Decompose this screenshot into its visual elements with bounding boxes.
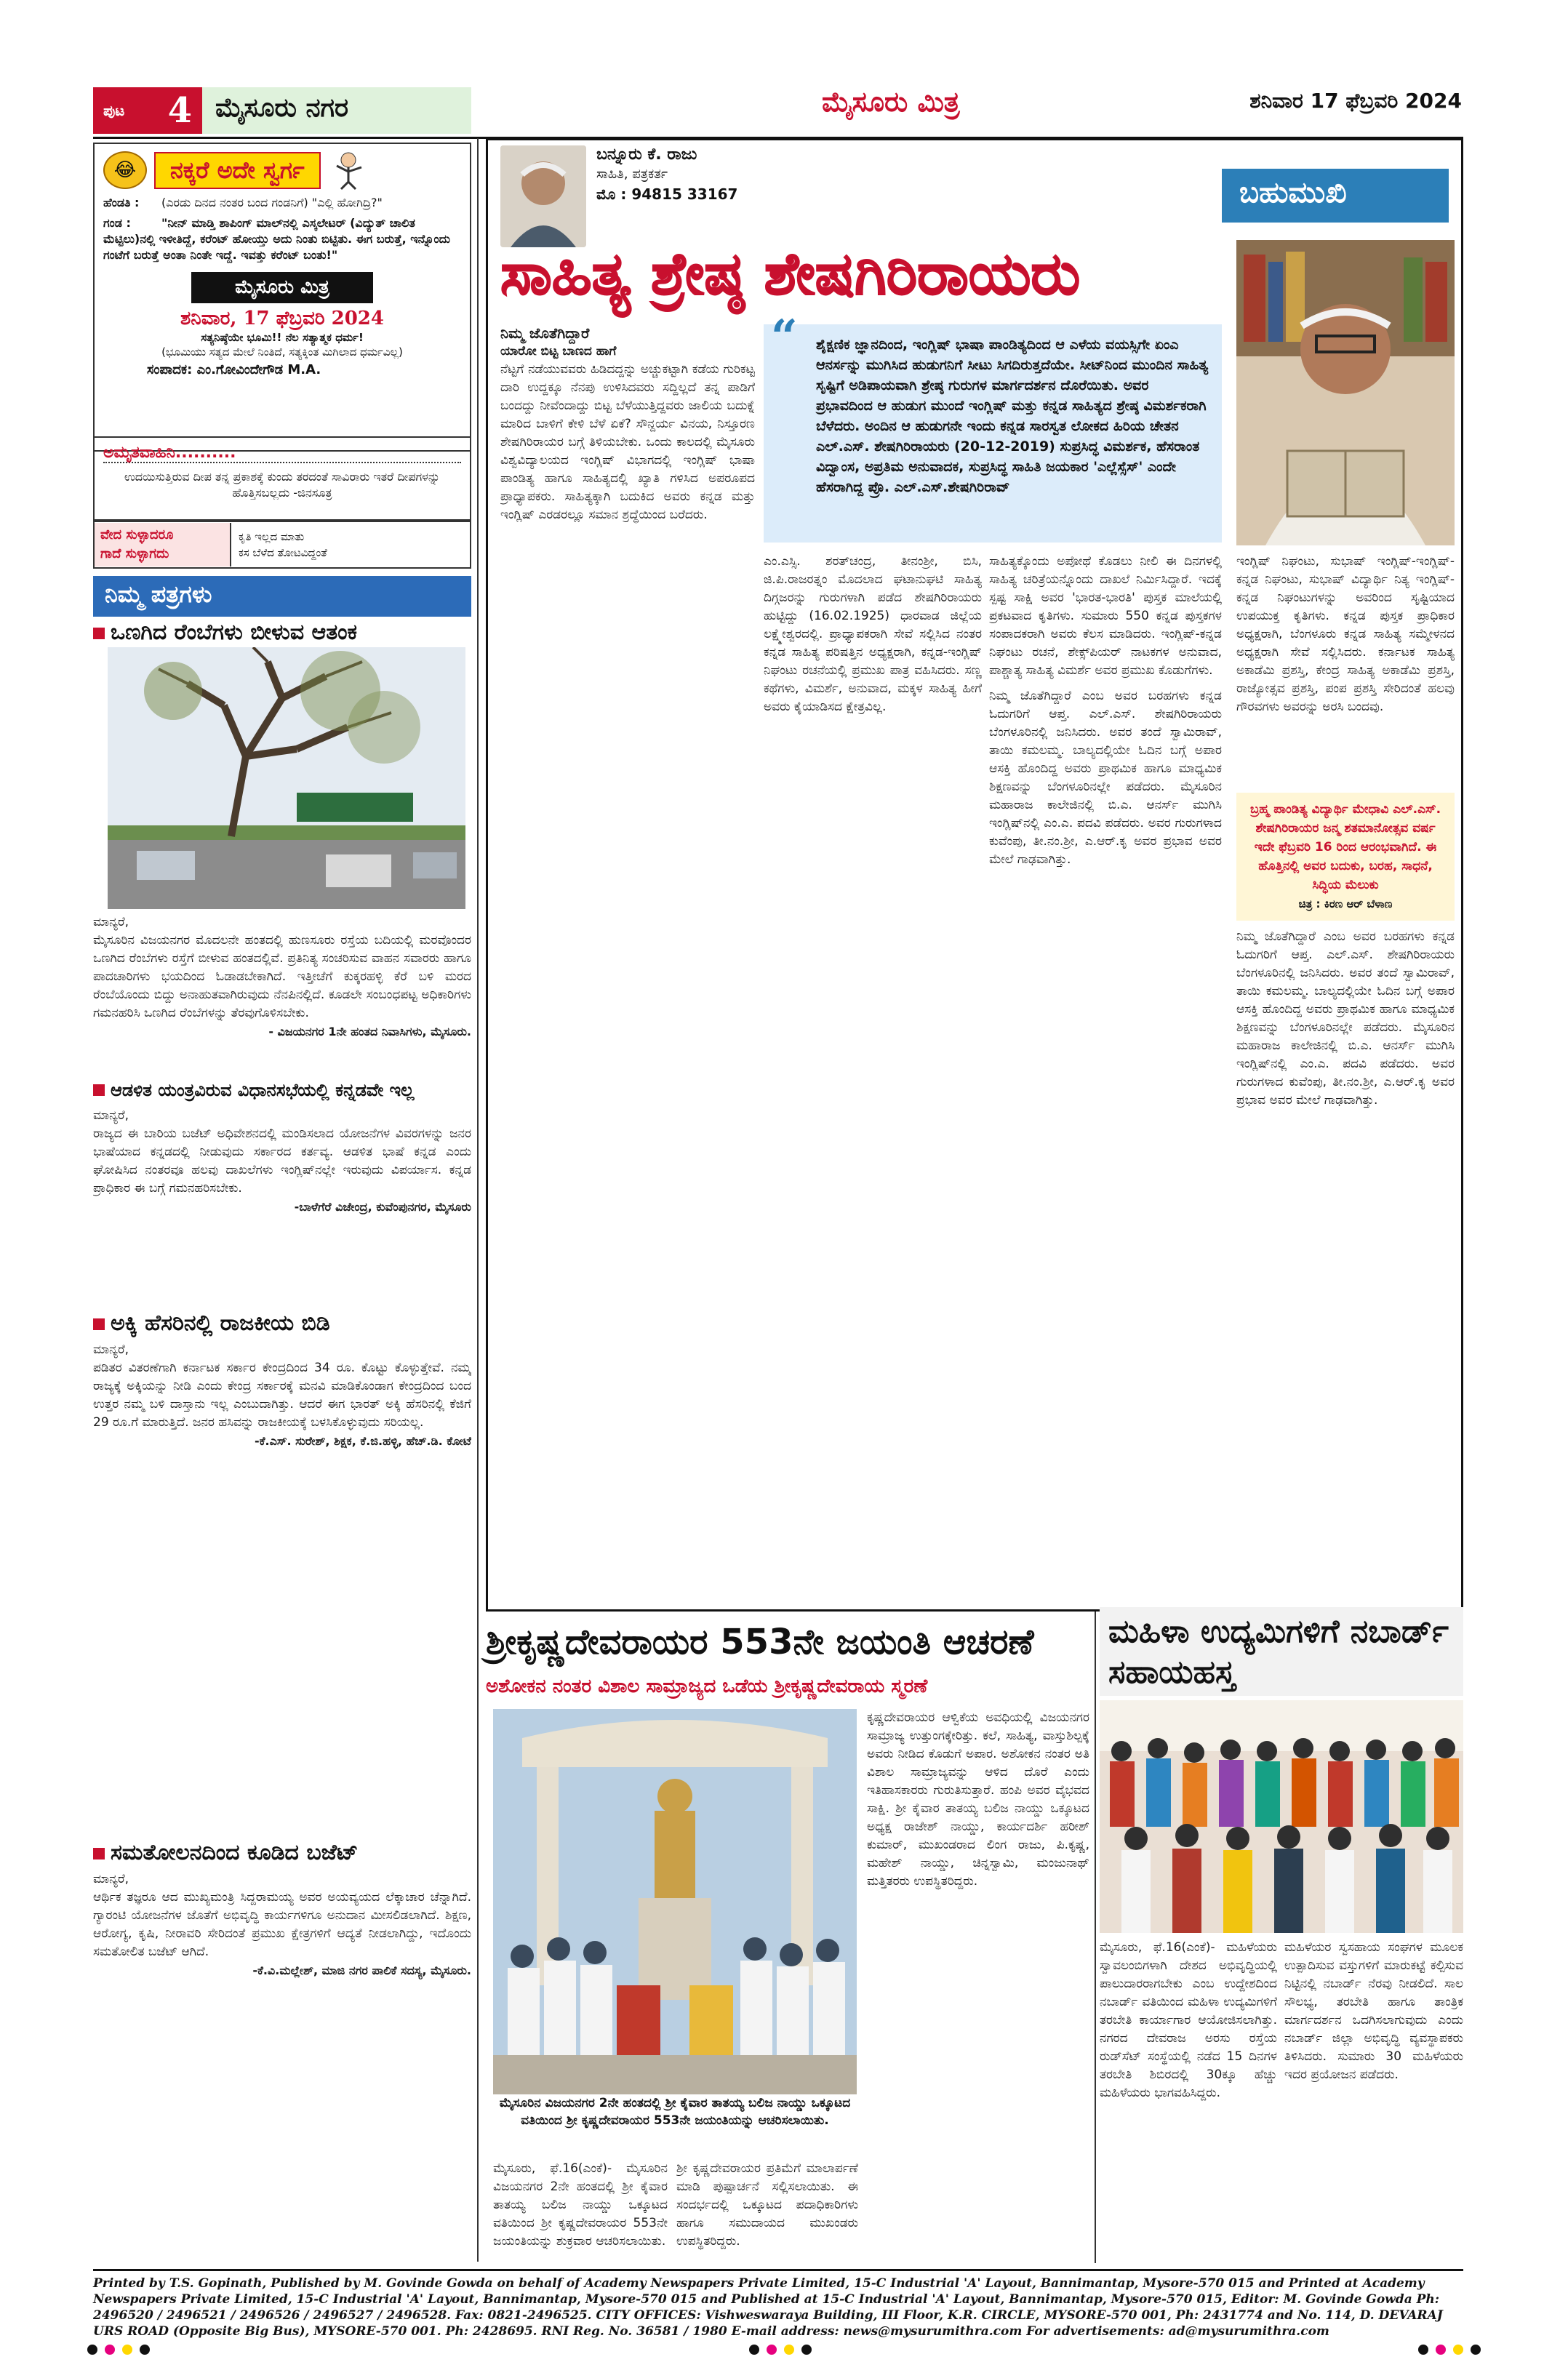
krishna-column-2 <box>676 2160 858 2262</box>
letter-3-title <box>93 1310 471 1336</box>
quote-mark-icon: “ <box>771 310 798 364</box>
yellow-dot-icon <box>122 2345 132 2355</box>
feature-column-3 <box>989 553 1222 1604</box>
letter-4-title <box>93 1840 471 1865</box>
page-number: 4 <box>167 90 192 131</box>
section-tag: ಬಹುಮುಖಿ <box>1222 169 1449 223</box>
portrait-caption-text: ಬ್ರಹ್ಮ ಪಾಂಡಿತ್ಯ ವಿದ್ಯಾರ್ಥಿ ಮೇಧಾವಿ ಎಲ್.ಎಸ್. ಶೇಷಗಿರಿರಾಯರ ಜನ್ಮ ಶತಮಾನೋತ್ಸವ ವರ್ಷ ಇದೇ ಫೆಬ್ರವರಿ 16 ರಿಂದ ಆರಂಭವಾಗಿದೆ. ಈ ಹೊತ್ತಿನಲ್ಲಿ ಅವರ ಬದುಕು, ಬರಹ, ಸಾಧನೆ, ಸಿದ್ಧಿಯ ಮೆಲುಕು <box>1249 802 1441 892</box>
paper-logo: ಮೈಸೂರು ಮಿತ್ರ <box>191 272 373 303</box>
amruta-title: ಅಮೃತವಾಹಿನಿ.......... <box>103 444 461 463</box>
letter-4-title-text: ಸಮತೋಲನದಿಂದ ಕೂಡಿದ ಬಜೆಟ್ <box>111 1840 359 1865</box>
column-divider <box>477 138 479 2262</box>
nabard-col2-text: ಮಹಿಳೆಯರ ಸ್ವಸಹಾಯ ಸಂಘಗಳ ಮೂಲಕ ಉತ್ಪಾದಿಸುವ ವಸ್ತುಗಳಿಗೆ ಮಾರುಕಟ್ಟೆ ಕಲ್ಪಿಸುವ ನಿಟ್ಟಿನಲ್ಲಿ ನಬಾರ್ಡ್ ನೆರವು ನೀಡಲಿದೆ. ಸಾಲ ಸೌಲಭ್ಯ, ತರಬೇತಿ ಹಾಗೂ ತಾಂತ್ರಿಕ ಮಾರ್ಗದರ್ಶನ ಒದಗಿಸಲಾಗುವುದು ಎಂದು ನಬಾರ್ಡ್ ಜಿಲ್ಲಾ ಅಭಿವೃದ್ಧಿ ವ್ಯವಸ್ಥಾಪಕರು ತಿಳಿಸಿದರು. ಸುಮಾರು 30 ಮಹಿಳೆಯರು ಇದರ ಪ್ರಯೋಜನ ಪಡೆದರು. <box>1284 1940 1463 2082</box>
letters-banner: ನಿಮ್ಮ ಪತ್ರಗಳು <box>93 576 471 617</box>
feature-column-2 <box>764 553 982 1604</box>
black-dot-icon <box>87 2345 97 2355</box>
magenta-dot-icon <box>767 2345 777 2355</box>
letter-2-title <box>93 1076 471 1102</box>
joke-line-2 <box>103 215 461 263</box>
feature-col3-text: ಸಾಹಿತ್ಯಕ್ಕೊಂದು ಅಪೋಥೆ ಕೊಡಲು ನೀಲಿ ಈ ದಿನಗಳಲ್ಲಿ ಸಾಹಿತ್ಯ ಚರಿತ್ರೆಯನ್ನೊಂದು ದಾಖಲೆ ನಿರ್ಮಿಸಿದ್ದಾರೆ. ಇದಕ್ಕೆ ಸ್ಪಷ್ಟ ಸಾಕ್ಷಿ ಅವರ 'ಭಾರತ-ಭಾರತಿ' ಪುಸ್ತಕ ಮಾಲೆಯಲ್ಲಿ ಪ್ರಕಟವಾದ ಕೃತಿಗಳು. ಸುಮಾರು 550 ಕನ್ನಡ ಪುಸ್ತಕಗಳ ಸಂಪಾದಕರಾಗಿ ಅವರು ಕೆಲಸ ಮಾಡಿದರು. ಇಂಗ್ಲಿಷ್-ಕನ್ನಡ ನಿಘಂಟು ರಚನೆ, ಶೇಕ್ಸ್‌ಪಿಯರ್ ನಾಟಕಗಳ ಅನುವಾದ, ಪಾಶ್ಚಾತ್ಯ ಸಾಹಿತ್ಯ ವಿಮರ್ಶೆ ಅವರ ಪ್ರಮುಖ ಕೊಡುಗೆಗಳು. <box>989 554 1222 678</box>
bullet-square-icon <box>93 628 105 639</box>
tree-road-photo <box>108 647 465 909</box>
letter-3-salute: ಮಾನ್ಯರೆ, <box>93 1342 129 1357</box>
proverb-label <box>95 523 231 567</box>
joke-text-1: (ಎರಡು ದಿನದ ನಂತರ ಬಂದ ಗಂಡನಿಗೆ) "ಎಲ್ಲಿ ಹೋಗಿದ್ರಿ?" <box>161 196 383 209</box>
black-dot-icon <box>140 2345 150 2355</box>
proverb-text <box>231 529 327 561</box>
bullet-square-icon <box>93 1848 105 1859</box>
letter-1-signature: - ವಿಜಯನಗರ 1ನೇ ಹಂತದ ನಿವಾಸಿಗಳು, ಮೈಸೂರು. <box>268 1025 471 1038</box>
bullet-square-icon <box>93 1084 105 1096</box>
letter-2-salute: ಮಾನ್ಯರೆ, <box>93 1108 129 1123</box>
logo-date: ಶನಿವಾರ, 17 ಫೆಬ್ರವರಿ 2024 <box>180 308 384 329</box>
letter-1-body <box>93 913 471 1070</box>
women-group-photo <box>1100 1700 1463 1933</box>
imprint-footer: Printed by T.S. Gopinath, Published by M. Govinde Gowda on behalf of Academy Newspapers Private Limited, 15-C Industrial 'A' Layout, Bannimantap, Mysore-570 015 and Printed at Academy Newspapers Private Limited, 15-C Industrial 'A' Layout, Bannimantap, Mysore-570 015 and Published at 15-C Industrial 'A' Layout, Bannimantap, Mysore-570 015, Editor: M. Govinde Gowda Ph: 2496520 / 2496521 / 2496526 / 2496527 / 2496528. Fax: 0821-2496525. CITY OFFICES: Vishweswaraya Building, III Floor, K.R. CIRCLE, MYSORE-570 001, Ph: 2431774 and No. 114, D. DEVARAJ URS ROAD (Opposite Big Bus), MYSORE-570 001. Ph: 2428695. RNI Reg. No. 36581 / 1980 E-mail address: news@mysurumithra.com For advertisements: ad@mysurumithra.com <box>93 2269 1463 2334</box>
bullet-square-icon <box>93 1318 105 1330</box>
letter-4-signature: -ಕೆ.ವಿ.ಮಲ್ಲೇಶ್, ಮಾಜಿ ನಗರ ಪಾಲಿಕೆ ಸದಸ್ಯ, ಮೈಸೂರು. <box>252 1963 471 1977</box>
author-phone: ಮೊ : 94815 33167 <box>596 185 738 203</box>
motto-line-2: (ಭೂಮಿಯು ಸತ್ಯದ ಮೇಲೆ ನಿಂತಿದೆ, ಸತ್ಯಕ್ಕಿಂತ ಮಿಗಿಲಾದ ಧರ್ಮವಿಲ್ಲ) <box>161 345 403 359</box>
magenta-dot-icon <box>105 2345 115 2355</box>
column-divider <box>1095 1612 1096 2263</box>
author-byline <box>596 145 815 203</box>
section-title: ಮೈಸೂರು ನಗರ <box>202 87 471 134</box>
letter-4-body <box>93 1870 471 2263</box>
editor-credit: ಸಂಪಾದಕ: ಎಂ.ಗೋವಿಂದೇಗೌಡ M.A. <box>147 362 321 377</box>
letter-3-title-text: ಅಕ್ಕಿ ಹೆಸರಿನಲ್ಲಿ ರಾಜಕೀಯ ಬಿಡಿ <box>111 1310 330 1336</box>
yellow-dot-icon <box>784 2345 794 2355</box>
letter-1-title-text: ಒಣಗಿದ ರೆಂಬೆಗಳು ಬೀಳುವ ಆತಂಕ <box>111 620 358 645</box>
krishna-headline: ಶ್ರೀಕೃಷ್ಣದೇವರಾಯರ 553ನೇ ಜಯಂತಿ ಆಚರಣೆ <box>486 1622 1034 1662</box>
laughing-face-icon: 😂 <box>103 151 147 189</box>
letter-1-text: ಮೈಸೂರಿನ ವಿಜಯನಗರ ಮೊದಲನೇ ಹಂತದಲ್ಲಿ ಹುಣಸೂರು ರಸ್ತೆಯ ಬದಿಯಲ್ಲಿ ಮರವೊಂದರ ಒಣಗಿದ ರೆಂಬೆಗಳು ರಸ್ತೆಗೆ ಬೀಳುವ ಹಂತದಲ್ಲಿವೆ. ಪ್ರತಿನಿತ್ಯ ಸಂಚರಿಸುವ ವಾಹನ ಸವಾರರು ಹಾಗೂ ಪಾದಚಾರಿಗಳು ಭಯದಿಂದ ಓಡಾಡಬೇಕಾಗಿದೆ. ಇತ್ತೀಚೆಗೆ ಕುಕ್ಕರಹಳ್ಳಿ ಕೆರೆ ಬಳಿ ಮರದ ರೆಂಬೆಯೊಂದು ಬಿದ್ದು ಅನಾಹುತವಾಗಿರುವುದು ನೆನಪಿನಲ್ಲಿದೆ. ಕೂಡಲೇ ಸಂಬಂಧಪಟ್ಟ ಅಧಿಕಾರಿಗಳು ಗಮನಹರಿಸಿ ಒಣಗಿದ ರೆಂಬೆಗಳನ್ನು ತೆರವುಗೊಳಿಸಬೇಕು. <box>93 933 471 1020</box>
proverb-line-1: ಕೃತಿ ಇಲ್ಲದ ಮಾತು <box>239 530 305 543</box>
letter-2-text: ರಾಜ್ಯದ ಈ ಬಾರಿಯ ಬಜೆಟ್ ಅಧಿವೇಶನದಲ್ಲಿ ಮಂಡಿಸಲಾದ ಯೋಜನೆಗಳ ವಿವರಗಳನ್ನು ಜನರ ಭಾಷೆಯಾದ ಕನ್ನಡದಲ್ಲಿ ನೀಡುವುದು ಸರ್ಕಾರದ ಕರ್ತವ್ಯ. ಆಡಳಿತ ಭಾಷೆ ಕನ್ನಡ ಎಂದು ಘೋಷಿಸಿದ ನಂತರವೂ ಹಲವು ದಾಖಲೆಗಳು ಇಂಗ್ಲಿಷ್‌ನಲ್ಲೇ ಇರುವುದು ವಿಪರ್ಯಾಸ. ಕನ್ನಡ ಪ್ರಾಧಿಕಾರ ಈ ಬಗ್ಗೆ ಗಮನಹರಿಸಬೇಕು. <box>93 1126 471 1196</box>
feature-col3-text-b: ನಿಮ್ಮ ಜೊತೆಗಿದ್ದಾರೆ ಎಂಬ ಅವರ ಬರಹಗಳು ಕನ್ನಡ ಓದುಗರಿಗೆ ಆಪ್ತ. ಎಲ್.ಎಸ್. ಶೇಷಗಿರಿರಾಯರು ಬೆಂಗಳೂರಿನಲ್ಲಿ ಜನಿಸಿದರು. ಅವರ ತಂದೆ ಸ್ವಾಮಿರಾವ್, ತಾಯಿ ಕಮಲಮ್ಮ. ಬಾಲ್ಯದಲ್ಲಿಯೇ ಓದಿನ ಬಗ್ಗೆ ಅಪಾರ ಆಸಕ್ತಿ ಹೊಂದಿದ್ದ ಅವರು ಪ್ರಾಥಮಿಕ ಹಾಗೂ ಮಾಧ್ಯಮಿಕ ಶಿಕ್ಷಣವನ್ನು ಬೆಂಗಳೂರಿನಲ್ಲೇ ಪಡೆದರು. ಮೈಸೂರಿನ ಮಹಾರಾಜ ಕಾಲೇಜಿನಲ್ಲಿ ಬಿ.ಎ. ಆನರ್ಸ್ ಮುಗಿಸಿ ಇಂಗ್ಲಿಷ್‌ನಲ್ಲಿ ಎಂ.ಎ. ಪದವಿ ಪಡೆದರು. ಅವರ ಗುರುಗಳಾದ ಕುವೆಂಪು, ತೀ.ನಂ.ಶ್ರೀ, ಎ.ಆರ್.ಕೃ ಅವರ ಪ್ರಭಾವ ಅವರ ಮೇಲೆ ಗಾಢವಾಗಿತ್ತು. <box>989 689 1222 867</box>
letter-2-signature: -ಬಾಳೆಗೆರೆ ವಿಜೇಂದ್ರ, ಕುವೆಂಪುನಗರ, ಮೈಸೂರು <box>294 1200 471 1214</box>
feature-column-1 <box>500 324 755 1604</box>
letter-3-body <box>93 1341 471 1834</box>
letter-3-text: ಪಡಿತರ ವಿತರಣೆಗಾಗಿ ಕರ್ನಾಟಕ ಸರ್ಕಾರ ಕೇಂದ್ರದಿಂದ 34 ರೂ. ಕೊಟ್ಟು ಕೊಳ್ಳುತ್ತೇವೆ. ನಮ್ಮ ರಾಜ್ಯಕ್ಕೆ ಅಕ್ಕಿಯನ್ನು ನೀಡಿ ಎಂದು ಕೇಂದ್ರ ಸರ್ಕಾರಕ್ಕೆ ಮನವಿ ಮಾಡಿಕೊಂಡಾಗ ಕೇಂದ್ರದಿಂದ ಬಂದ ಉತ್ತರ ನಮ್ಮ ಬಳಿ ದಾಸ್ತಾನು ಇಲ್ಲ ಎಂಬುದಾಗಿತ್ತು. ಆದರೆ ಈಗ ಭಾರತ್ ಅಕ್ಕಿ ಹೆಸರಿನಲ್ಲಿ ಕೆಜಿಗೆ 29 ರೂ.ಗೆ ಮಾರುತ್ತಿದೆ. ಜನರ ಹಸಿವನ್ನು ರಾಜಕೀಯಕ್ಕೆ ಬಳಸಿಕೊಳ್ಳುವುದು ಸರಿಯಲ್ಲ. <box>93 1361 471 1430</box>
proverb-label-2: ಗಾದೆ ಸುಳ್ಳಾಗದು <box>100 546 169 561</box>
portrait-photo <box>1236 240 1455 545</box>
portrait-caption <box>1236 793 1455 921</box>
letter-1-salute: ಮಾನ್ಯರೆ, <box>93 915 129 929</box>
letter-4-text: ಆರ್ಥಿಕ ತಜ್ಞರೂ ಆದ ಮುಖ್ಯಮಂತ್ರಿ ಸಿದ್ದರಾಮಯ್ಯ ಅವರ ಅಯವ್ಯಯದ ಲೆಕ್ಕಾಚಾರ ಚೆನ್ನಾಗಿದೆ. ಗ್ಯಾರಂಟಿ ಯೋಜನೆಗಳ ಜೊತೆಗೆ ಅಭಿವೃದ್ಧಿ ಕಾರ್ಯಗಳಿಗೂ ಅನುದಾನ ಮೀಸಲಿಡಲಾಗಿದೆ. ಶಿಕ್ಷಣ, ಆರೋಗ್ಯ, ಕೃಷಿ, ನೀರಾವರಿ ಸೇರಿದಂತೆ ಪ್ರಮುಖ ಕ್ಷೇತ್ರಗಳಿಗೆ ಆದ್ಯತೆ ನೀಡಲಾಗಿದ್ದು, ಇದೊಂದು ಸಮತೋಲಿತ ಬಜೆಟ್ ಆಗಿದೆ. <box>93 1890 471 1959</box>
nabard-column-1 <box>1100 1939 1277 2262</box>
joke-title: ನಕ್ಕರೆ ಅದೇ ಸ್ವರ್ಗ <box>154 152 321 189</box>
joke-line-1 <box>103 195 461 211</box>
author-name: ಬನ್ನೂರು ಕೆ. ರಾಜು <box>596 145 697 164</box>
pull-quote <box>764 310 1222 543</box>
feature-headline: ಸಾಹಿತ್ಯ ಶ್ರೇಷ್ಠ ಶೇಷಗಿರಿರಾಯರು <box>500 240 1081 308</box>
feature-col4-text: ಇಂಗ್ಲಿಷ್ ನಿಘಂಟು, ಸುಭಾಷ್ ಇಂಗ್ಲಿಷ್-ಇಂಗ್ಲಿಷ್-ಕನ್ನಡ ನಿಘಂಟು, ಸುಭಾಷ್ ವಿದ್ಯಾರ್ಥಿ ನಿತ್ಯ ಇಂಗ್ಲಿಷ್-ಕನ್ನಡ ನಿಘಂಟುಗಳನ್ನು ಅವರಿಂದ ಸೃಷ್ಟಿಯಾದ ಉಪಯುಕ್ತ ಕೃತಿಗಳು. ಕನ್ನಡ ಪುಸ್ತಕ ಪ್ರಾಧಿಕಾರ ಅಧ್ಯಕ್ಷರಾಗಿ, ಬೆಂಗಳೂರು ಕನ್ನಡ ಸಾಹಿತ್ಯ ಸಮ್ಮೇಳನದ ಅಧ್ಯಕ್ಷರಾಗಿ ಸೇವೆ ಸಲ್ಲಿಸಿದರು. ಕರ್ನಾಟಕ ಸಾಹಿತ್ಯ ಅಕಾಡೆಮಿ ಪ್ರಶಸ್ತಿ, ಕೇಂದ್ರ ಸಾಹಿತ್ಯ ಅಕಾಡೆಮಿ ಪ್ರಶಸ್ತಿ, ರಾಜ್ಯೋತ್ಸವ ಪ್ರಶಸ್ತಿ, ಪಂಪ ಪ್ರಶಸ್ತಿ ಸೇರಿದಂತೆ ಹಲವು ಗೌರವಗಳು ಅವರನ್ನು ಅರಸಿ ಬಂದವು. <box>1236 554 1455 714</box>
statue-group-photo <box>493 1709 857 2094</box>
yellow-dot-icon <box>1453 2345 1463 2355</box>
nabard-column-2 <box>1284 1939 1463 2262</box>
portrait-credit: ಚಿತ್ರ : ಕಿರಣ ಆರ್ ಬೆಳಾಣ <box>1298 897 1393 910</box>
feature-col1-lead: ಯಾರೋ ಬಿಟ್ಟ ಬಾಣದ ಹಾಗೆ <box>500 344 617 359</box>
krishna-subhead: ಅಶೋಕನ ನಂತರ ವಿಶಾಲ ಸಾಮ್ರಾಜ್ಯದ ಒಡೆಯ ಶ್ರೀಕೃಷ್ಣದೇವರಾಯ ಸ್ಮರಣೆ <box>486 1676 928 1697</box>
registration-marks-left <box>87 2345 150 2355</box>
feature-column-5 <box>1236 928 1455 1604</box>
proverb-line-2: ಕಸ ಬೆಳೆದ ತೋಟವಿದ್ದಂತೆ <box>239 546 327 559</box>
author-photo <box>500 145 586 247</box>
feature-col5-text: ನಿಮ್ಮ ಜೊತೆಗಿದ್ದಾರೆ ಎಂಬ ಅವರ ಬರಹಗಳು ಕನ್ನಡ ಓದುಗರಿಗೆ ಆಪ್ತ. ಎಲ್.ಎಸ್. ಶೇಷಗಿರಿರಾಯರು ಬೆಂಗಳೂರಿನಲ್ಲಿ ಜನಿಸಿದರು. ಅವರ ತಂದೆ ಸ್ವಾಮಿರಾವ್, ತಾಯಿ ಕಮಲಮ್ಮ. ಬಾಲ್ಯದಲ್ಲಿಯೇ ಓದಿನ ಬಗ್ಗೆ ಅಪಾರ ಆಸಕ್ತಿ ಹೊಂದಿದ್ದ ಅವರು ಪ್ರಾಥಮಿಕ ಹಾಗೂ ಮಾಧ್ಯಮಿಕ ಶಿಕ್ಷಣವನ್ನು ಬೆಂಗಳೂರಿನಲ್ಲೇ ಪಡೆದರು. ಮೈಸೂರಿನ ಮಹಾರಾಜ ಕಾಲೇಜಿನಲ್ಲಿ ಬಿ.ಎ. ಆನರ್ಸ್ ಮುಗಿಸಿ ಇಂಗ್ಲಿಷ್‌ನಲ್ಲಿ ಎಂ.ಎ. ಪದವಿ ಪಡೆದರು. ಅವರ ಗುರುಗಳಾದ ಕುವೆಂಪು, ತೀ.ನಂ.ಶ್ರೀ, ಎ.ಆರ್.ಕೃ ಅವರ ಪ್ರಭಾವ ಅವರ ಮೇಲೆ ಗಾಢವಾಗಿತ್ತು. <box>1236 929 1455 1108</box>
cartoon-man-icon <box>328 150 369 191</box>
krishna-column-1 <box>493 2160 668 2262</box>
nabard-headline: ಮಹಿಳಾ ಉದ್ಯಮಿಗಳಿಗೆ ನಬಾರ್ಡ್ ಸಹಾಯಹಸ್ತ <box>1100 1607 1463 1696</box>
black-dot-icon <box>1418 2345 1428 2355</box>
krishna-col2-text: ಶ್ರೀ ಕೃಷ್ಣದೇವರಾಯರ ಪ್ರತಿಮೆಗೆ ಮಾಲಾರ್ಪಣೆ ಮಾಡಿ ಪುಷ್ಪಾರ್ಚನೆ ಸಲ್ಲಿಸಲಾಯಿತು. ಈ ಸಂದರ್ಭದಲ್ಲಿ ಒಕ್ಕೂಟದ ಪದಾಧಿಕಾರಿಗಳು ಹಾಗೂ ಸಮುದಾಯದ ಮುಖಂಡರು ಉಪಸ್ಥಿತರಿದ್ದರು. <box>676 2161 858 2249</box>
pull-quote-text: ಶೈಕ್ಷಣಿಕ ಜ್ಞಾನದಿಂದ, ಇಂಗ್ಲಿಷ್ ಭಾಷಾ ಪಾಂಡಿತ್ಯದಿಂದ ಆ ಎಳೆಯ ವಯಸ್ಸಿಗೇ ಏಂಎ ಆನರ್ಸನ್ನು ಮುಗಿಸಿದ ಹುಡುಗನಿಗೆ ಸೀಟು ಸಿಗದಿರುತ್ತದೆಯೇ. ಸೀಟ್‌ನಿಂದ ಮುಂದಿನ ಸಾಹಿತ್ಯ ಸೃಷ್ಟಿಗೆ ಅಡಿಪಾಯವಾಗಿ ಶ್ರೇಷ್ಠ ಗುರುಗಳ ಮಾರ್ಗದರ್ಶನ ದೊರೆಯಿತು. ಅವರ ಪ್ರಭಾವದಿಂದ ಆ ಹುಡುಗ ಮುಂದೆ ಇಂಗ್ಲಿಷ್ ಮತ್ತು ಕನ್ನಡ ಸಾಹಿತ್ಯದ ಶ್ರೇಷ್ಠ ವಿಮರ್ಶಕರಾಗಿ ಬೆಳೆದರು. ಅಂದಿನ ಆ ಹುಡುಗನೇ ಇಂದು ಕನ್ನಡ ಸಾರಸ್ವತ ಲೋಕದ ಹಿರಿಯ ಚೇತನ ಎಲ್.ಎಸ್. ಶೇಷಗಿರಿರಾಯರು (20-12-2019) ಸುಪ್ರಸಿದ್ಧ ವಿಮರ್ಶಕ, ಹೆಸರಾಂತ ವಿದ್ವಾಂಸ, ಅಪ್ರತಿಮ ಅನುವಾದಕ, ಸುಪ್ರಸಿದ್ಧ ಸಾಹಿತಿ ಜಯಕಾರ 'ಎಲ್ಲೆಸ್ಸೆಸ್' ಎಂದೇ ಹೆಸರಾಗಿದ್ದ ಪ್ರೊ. ಎಲ್.ಎಸ್.ಶೇಷಗಿರಿರಾವ್ <box>816 337 1209 495</box>
letter-2-body <box>93 1107 471 1303</box>
black-dot-icon <box>749 2345 759 2355</box>
krishna-column-3 <box>867 1709 1089 2262</box>
registration-marks-center <box>749 2345 812 2355</box>
proverb-box <box>93 521 471 569</box>
krishna-col3-text: ಕೃಷ್ಣದೇವರಾಯರ ಆಳ್ವಿಕೆಯ ಅವಧಿಯಲ್ಲಿ ವಿಜಯನಗರ ಸಾಮ್ರಾಜ್ಯ ಉತ್ತುಂಗಕ್ಕೇರಿತ್ತು. ಕಲೆ, ಸಾಹಿತ್ಯ, ವಾಸ್ತುಶಿಲ್ಪಕ್ಕೆ ಅವರು ನೀಡಿದ ಕೊಡುಗೆ ಅಪಾರ. ಅಶೋಕನ ನಂತರ ಅತಿ ವಿಶಾಲ ಸಾಮ್ರಾಜ್ಯವನ್ನು ಆಳಿದ ದೊರೆ ಎಂದು ಇತಿಹಾಸಕಾರರು ಗುರುತಿಸುತ್ತಾರೆ. ಹಂಪಿ ಅವರ ವೈಭವದ ಸಾಕ್ಷಿ. ಶ್ರೀ ಕೈವಾರ ತಾತಯ್ಯ ಬಲಿಜ ನಾಯ್ಡು ಒಕ್ಕೂಟದ ಅಧ್ಯಕ್ಷ ರಾಜೇಶ್ ನಾಯ್ಡು, ಕಾರ್ಯದರ್ಶಿ ಹರೀಶ್ ಕುಮಾರ್, ಮುಖಂಡರಾದ ಲಿಂಗ ರಾಜು, ಪಿ.ಕೃಷ್ಣ, ಮಹೇಶ್ ನಾಯ್ಡು, ಚಿನ್ನಸ್ವಾಮಿ, ಮಂಜುನಾಥ್ ಮತ್ತಿತರರು ಉಪಸ್ಥಿತರಿದ್ದರು. <box>867 1710 1089 1889</box>
nabard-col1-text: ಮೈಸೂರು, ಫೆ.16(ಎಂಕೆ)- ಮಹಿಳೆಯರು ಸ್ವಾವಲಂಬಿಗಳಾಗಿ ದೇಶದ ಅಭಿವೃದ್ಧಿಯಲ್ಲಿ ಪಾಲುದಾರರಾಗಬೇಕು ಎಂಬ ಉದ್ದೇಶದಿಂದ ನಬಾರ್ಡ್ ವತಿಯಿಂದ ಮಹಿಳಾ ಉದ್ಯಮಿಗಳಿಗೆ ತರಬೇತಿ ಕಾರ್ಯಾಗಾರ ಆಯೋಜಿಸಲಾಗಿತ್ತು. ನಗರದ ದೇವರಾಜ ಅರಸು ರಸ್ತೆಯ ರುಡ್‌ಸೆಟ್ ಸಂಸ್ಥೆಯಲ್ಲಿ ನಡೆದ 15 ದಿನಗಳ ತರಬೇತಿ ಶಿಬಿರದಲ್ಲಿ 30ಕ್ಕೂ ಹೆಚ್ಚು ಮಹಿಳೆಯರು ಭಾಗವಹಿಸಿದ್ದರು. <box>1100 1940 1277 2100</box>
author-role: ಸಾಹಿತಿ, ಪತ್ರಕರ್ತ <box>596 167 668 182</box>
amruta-box <box>93 436 471 521</box>
magenta-dot-icon <box>1436 2345 1446 2355</box>
letter-3-signature: -ಕೆ.ಎಸ್. ಸುರೇಶ್, ಶಿಕ್ಷಕ, ಕೆ.ಜಿ.ಹಳ್ಳಿ, ಹೆಚ್.ಡಿ. ಕೋಟೆ <box>255 1434 471 1448</box>
issue-date: ಶನಿವಾರ 17 ಫೆಬ್ರವರಿ 2024 <box>1249 89 1462 113</box>
joke-role-2: ಗಂಡ : <box>103 216 131 230</box>
krishna-photo-caption: ಮೈಸೂರಿನ ವಿಜಯನಗರ 2ನೇ ಹಂತದಲ್ಲಿ ಶ್ರೀ ಕೈವಾರ ತಾತಯ್ಯ ಬಲಿಜ ನಾಯ್ಡು ಒಕ್ಕೂಟದ ವತಿಯಿಂದ ಶ್ರೀ ಕೃಷ್ಣದೇವರಾಯರ 553ನೇ ಜಯಂತಿಯನ್ನು ಆಚರಿಸಲಾಯಿತು. <box>499 2096 851 2128</box>
feature-col1-head: ನಿಮ್ಮ ಜೊತೆಗಿದ್ದಾರೆ <box>500 324 590 342</box>
letter-2-title-text: ಆಡಳಿತ ಯಂತ್ರವಿರುವ ವಿಧಾನಸಭೆಯಲ್ಲಿ ಕನ್ನಡವೇ ಇಲ್ಲ <box>111 1080 415 1100</box>
feature-col2-text: ಎಂ.ಎಸ್ಸಿ. ಶರತ್‌ಚಂದ್ರ, ತೀನಂಶ್ರೀ, ಬಿಸಿ, ಜಿ.ಪಿ.ರಾಜರತ್ನಂ ಮೊದಲಾದ ಘಟಾನುಘಟಿ ಸಾಹಿತ್ಯ ದಿಗ್ಗಜರನ್ನು ಗುರುಗಳಾಗಿ ಪಡೆದ ಶೇಷಗಿರಿರಾಯರು ಹುಟ್ಟಿದ್ದು (16.02.1925) ಧಾರವಾಡ ಜಿಲ್ಲೆಯ ಲಕ್ಷ್ಮೇಶ್ವರದಲ್ಲಿ. ಪ್ರಾಧ್ಯಾಪಕರಾಗಿ ಸೇವೆ ಸಲ್ಲಿಸಿದ ನಂತರ ಕನ್ನಡ ಸಾಹಿತ್ಯ ಪರಿಷತ್ತಿನ ಅಧ್ಯಕ್ಷರಾಗಿ, ಕನ್ನಡ-ಇಂಗ್ಲಿಷ್ ನಿಘಂಟು ರಚನೆಯಲ್ಲಿ ಪ್ರಮುಖ ಪಾತ್ರ ವಹಿಸಿದರು. ಸಣ್ಣ ಕಥೆಗಳು, ವಿಮರ್ಶೆ, ಅನುವಾದ, ಮಕ್ಕಳ ಸಾಹಿತ್ಯ ಹೀಗೆ ಅವರು ಕೈಯಾಡಿಸದ ಕ್ಷೇತ್ರವಿಲ್ಲ. <box>764 554 982 714</box>
registration-marks-right <box>1418 2345 1481 2355</box>
motto-line-1: ಸತ್ಯನಿಷ್ಠೆಯೇ ಭೂಮಿ!! ನೆಲ ಸತ್ಯಾತ್ಮಕ ಧರ್ಮ! <box>201 331 364 344</box>
page-label: ಪುಟ <box>103 102 125 119</box>
amruta-quote: ಉದಯಿಸುತ್ತಿರುವ ದೀಪ ತನ್ನ ಪ್ರಕಾಶಕ್ಕೆ ಕುಂದು ತರದಂತೆ ಸಾವಿರಾರು ಇತರೆ ದೀಪಗಳನ್ನು ಹೊತ್ತಿಸಬಲ್ಲದು -ಜಿನಸೂತ್ರ <box>124 470 441 500</box>
proverb-label-1: ವೇದ ಸುಳ್ಳಾದರೂ <box>100 527 174 543</box>
joke-role-1: ಹೆಂಡತಿ : <box>103 196 140 209</box>
joke-box <box>93 143 471 452</box>
feature-col1-text: ನೆಟ್ಟಗೆ ನಡೆಯುವವರು ಹಿಡಿದದ್ದನ್ನು ಅಚ್ಚುಕಟ್ಟಾಗಿ ಕಡೆಯ ಗುರಿಕಟ್ಟ ದಾರಿ ಉದ್ದಕ್ಕೂ ನೆನಪು ಉಳಿಸಿದವರು ಸದ್ದಿಲ್ಲದೆ ತನ್ನ ಪಾಡಿಗೆ ಬಂದದ್ದು ನೀವೆಂದಾದ್ದು ಬಿಟ್ಟ ಬೆಳೆಯುತ್ತಿದ್ದವರು ಜಾಲಿಯ ಬದುಕ್ನೆ ಮಾರಿದ ಬಾಳಿಗೆ ಕೇಳಿ ಬೆಳೆ ಏಕೆ? ಸೌನ್ದರ್ಯ ವಿನಯ, ನಿಸ್ತೂರಣ ಶೇಷಗಿರಿರಾಯರ ಬಗ್ಗೆ ತಿಳಿಯಬೇಕು. ಒಂದು ಕಾಲದಲ್ಲಿ ಮೈಸೂರು ವಿಶ್ವವಿದ್ಯಾಲಯದ ಇಂಗ್ಲಿಷ್ ವಿಭಾಗದಲ್ಲಿ ಇಂಗ್ಲಿಷ್ ಭಾಷಾ ಪಾಂಡಿತ್ಯ ಹಾಗೂ ಸಾಹಿತ್ಯದಲ್ಲಿ ಖ್ಯಾತಿ ಗಳಿಸಿದ ಅಪರೂಪದ ಪ್ರಾಧ್ಯಾಪಕರು. ಸಾಹಿತ್ಯಕ್ಕಾಗಿ ಬದುಕಿದ ಅವರು ಕನ್ನಡ ಮತ್ತು ಇಂಗ್ಲಿಷ್ ಎರಡರಲ್ಲೂ ಸಮಾನ ಶ್ರದ್ಧೆಯಿಂದ ಬರೆದರು. <box>500 362 755 522</box>
krishna-col1-text: ಮೈಸೂರು, ಫೆ.16(ಎಂಕೆ)- ಮೈಸೂರಿನ ವಿಜಯನಗರ 2ನೇ ಹಂತದಲ್ಲಿ ಶ್ರೀ ಕೈವಾರ ತಾತಯ್ಯ ಬಲಿಜ ನಾಯ್ಡು ಒಕ್ಕೂಟದ ವತಿಯಿಂದ ಶ್ರೀ ಕೃಷ್ಣದೇವರಾಯರ 553ನೇ ಜಯಂತಿಯನ್ನು ಶುಕ್ರವಾರ ಆಚರಿಸಲಾಯಿತು. <box>493 2161 668 2249</box>
letter-1-title <box>93 620 471 645</box>
feature-column-4 <box>1236 553 1455 785</box>
letter-4-salute: ಮಾನ್ಯರೆ, <box>93 1872 129 1886</box>
black-dot-icon <box>1471 2345 1481 2355</box>
joke-text-2: "ನೀನ್ ಮಾಡ್ತಿ ಶಾಪಿಂಗ್ ಮಾಲ್‌ನಲ್ಲಿ ಎಸ್ಕಲೇಟರ್ (ವಿದ್ಯುತ್ ಚಾಲಿತ ಮೆಟ್ಟಿಲು)ನಲ್ಲಿ ಇಳೀತಿದ್ದೆ, ಕರೆಂಟ್ ಹೋಯ್ತು ಅದು ನಿಂತು ಬಿಟ್ಟಿತು. ಈಗ ಬರುತ್ತೆ, ಇನ್ನೊಂದು ಗಂಟೆಗೆ ಬರುತ್ತೆ ಅಂತಾ ನಿಂತೇ ಇದ್ದೆ. ಇವತ್ತು ಕರೆಂಟ್ ಬಂತು!" <box>103 216 451 262</box>
black-dot-icon <box>801 2345 812 2355</box>
page-number-badge <box>93 87 202 134</box>
paper-name: ಮೈಸೂರು ಮಿತ್ರ <box>822 86 960 118</box>
